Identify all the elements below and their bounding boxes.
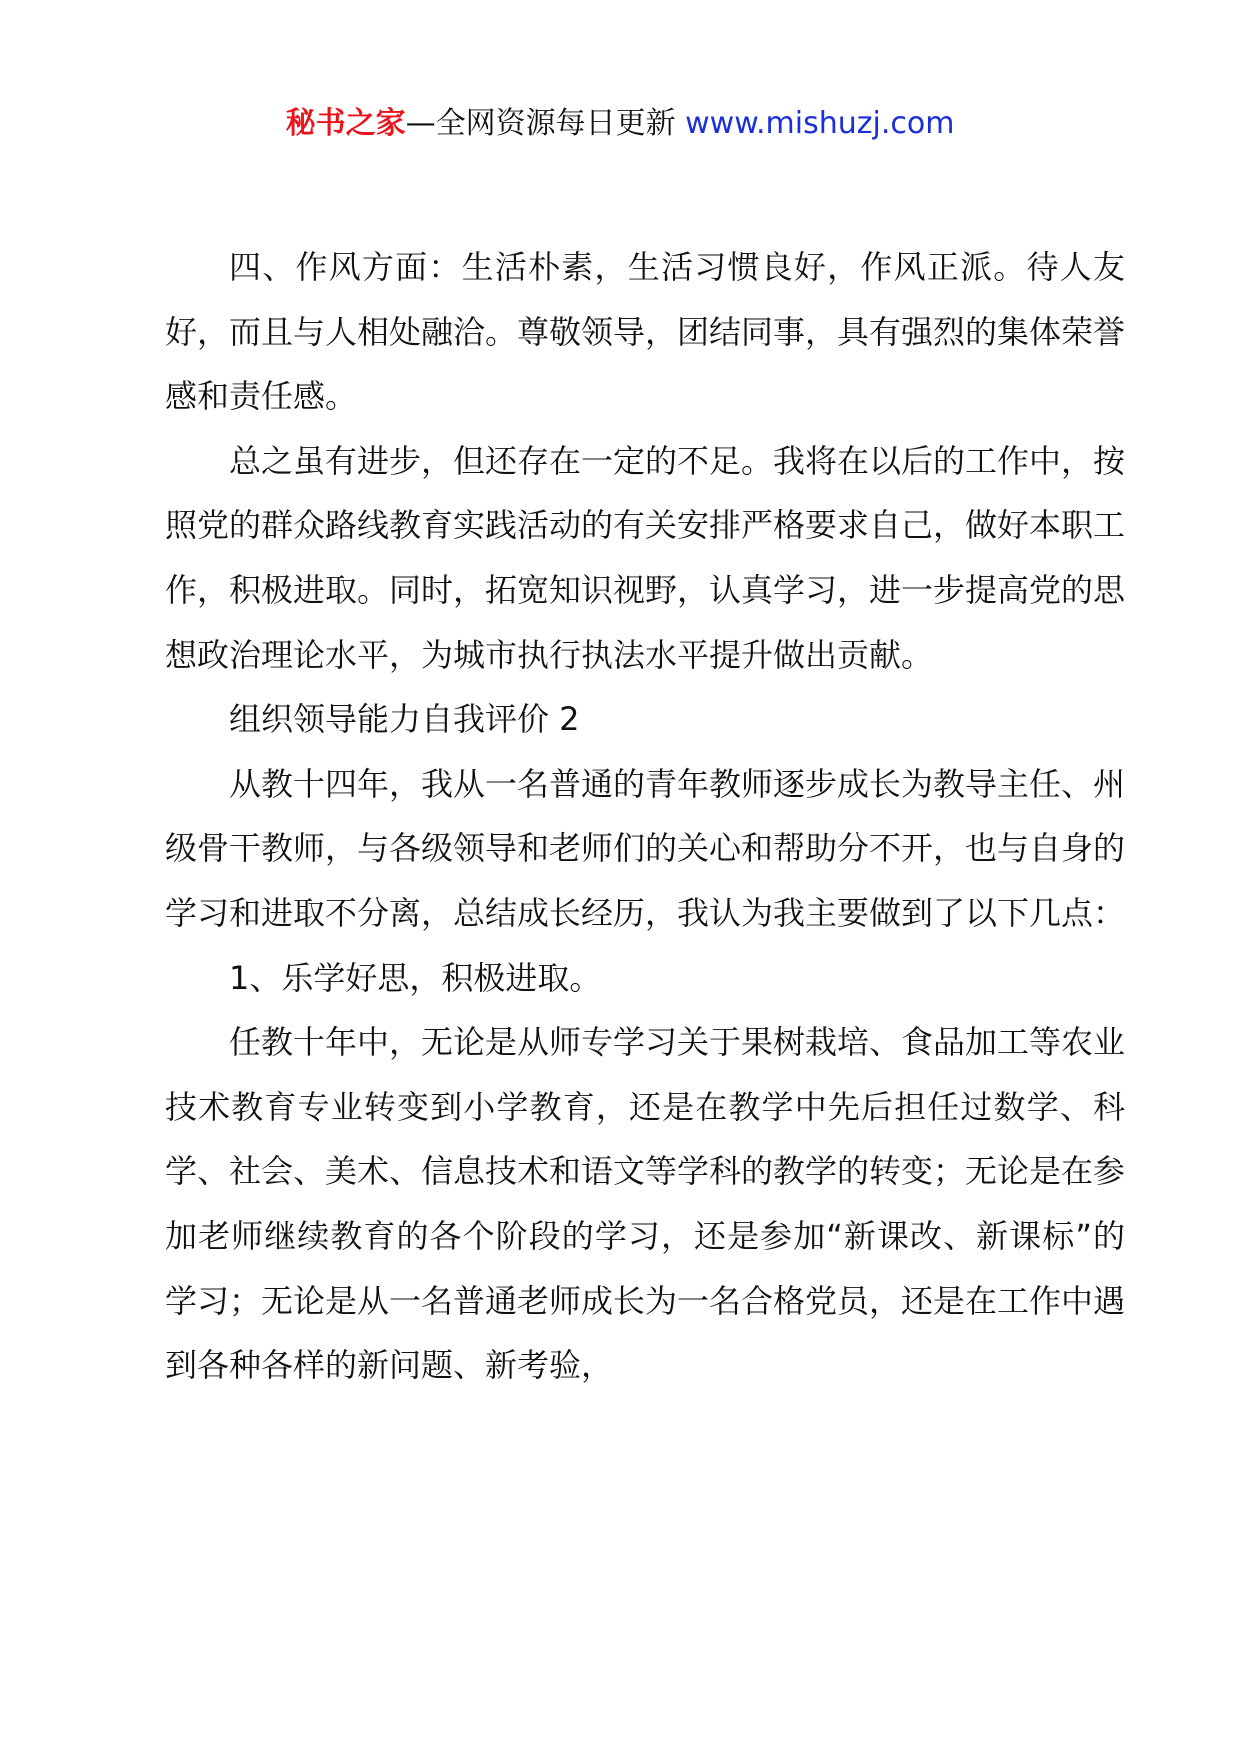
page-header [0,100,1240,148]
list-item-heading: 1、乐学好思，积极进取。 [229,958,602,997]
document-body [165,235,1125,1398]
section-heading: 组织领导能力自我评价 2 [229,700,580,739]
header-slogan: —全网资源每日更新 [405,106,686,141]
paragraph-style: 四、作风方面：生活朴素，生活习惯良好，作风正派。待人友好，而且与人相处融洽。尊敬领导，团结同事，具有强烈的集体荣誉感和责任感。 [165,248,1126,416]
paragraph-summary: 总之虽有进步，但还存在一定的不足。我将在以后的工作中，按照党的群众路线教育实践活动的有关安排严格要求自己，做好本职工作，积极进取。同时，拓宽知识视野，认真学习，进一步提高党的思想政治理论水平，为城市执行执法水平提升做出贡献。 [165,441,1126,674]
website-link[interactable]: www.mishuzj.com [685,106,955,141]
paragraph-intro: 从教十四年，我从一名普通的青年教师逐步成长为教导主任、州级骨干教师，与各级领导和老师们的关心和帮助分不开，也与自身的学习和进取不分离，总结成长经历，我认为我主要做到了以下几点： [165,764,1126,932]
paragraph-teaching: 任教十年中，无论是从师专学习关于果树栽培、食品加工等农业技术教育专业转变到小学教育，还是在教学中先后担任过数学、科学、社会、美术、信息技术和语文等学科的教学的转变；无论是在参加老师继续教育的各个阶段的学习，还是参加“新课改、新课标”的学习；无论是从一名普通老师成长为一名合格党员，还是在工作中遇到各种各样的新问题、新考验， [165,1023,1126,1385]
brand-name: 秘书之家 [285,106,406,141]
